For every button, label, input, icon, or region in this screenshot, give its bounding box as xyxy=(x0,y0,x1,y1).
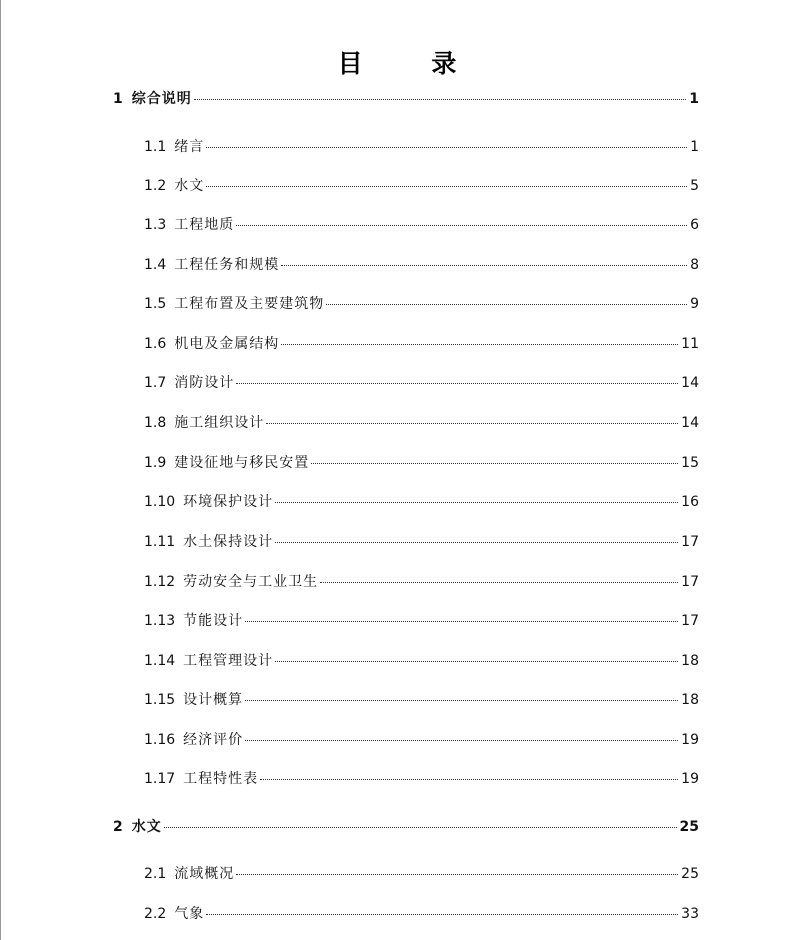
toc-entry-number: 1.4 xyxy=(144,257,167,273)
toc-entry-label: 水文 xyxy=(131,819,162,835)
toc-entry-label: 环境保护设计 xyxy=(183,494,274,510)
toc-entry-page: 25 xyxy=(681,866,699,882)
toc-dot-leader xyxy=(194,99,687,100)
toc-dot-leader xyxy=(281,344,678,345)
toc-entry-page: 14 xyxy=(681,415,699,431)
toc-entry-label: 施工组织设计 xyxy=(174,415,265,431)
toc-entry-1[interactable] xyxy=(113,89,699,109)
toc-entry-2[interactable] xyxy=(113,817,699,837)
toc-entry-label: 工程任务和规模 xyxy=(174,257,280,273)
toc-entry-number: 1.15 xyxy=(144,692,176,708)
toc-entry-page: 16 xyxy=(681,494,699,510)
toc-entry-page: 17 xyxy=(681,574,699,590)
toc-entry-number: 1.7 xyxy=(144,375,167,391)
toc-entry-label: 绪言 xyxy=(174,139,205,155)
toc-entry-page: 8 xyxy=(690,257,699,273)
toc-entry-1-4[interactable] xyxy=(144,255,699,275)
toc-dot-leader xyxy=(206,147,687,148)
toc-entry-label: 设计概算 xyxy=(183,692,244,708)
toc-entry-1-11[interactable] xyxy=(144,532,699,552)
toc-entry-number: 1.1 xyxy=(144,139,167,155)
toc-entry-label: 经济评价 xyxy=(183,732,244,748)
toc-entry-number: 2.1 xyxy=(144,866,167,882)
toc-dot-leader xyxy=(320,582,678,583)
toc-entry-page: 19 xyxy=(681,732,699,748)
toc-entry-1-17[interactable] xyxy=(144,769,699,789)
toc-entry-page: 15 xyxy=(681,455,699,471)
toc-dot-leader xyxy=(245,740,678,741)
toc-entry-1-9[interactable] xyxy=(144,453,699,473)
toc-entry-number: 1.6 xyxy=(144,336,167,352)
toc-entry-1-13[interactable] xyxy=(144,611,699,631)
toc-entry-label: 工程特性表 xyxy=(183,771,259,787)
toc-dot-leader xyxy=(260,779,678,780)
toc-entry-page: 11 xyxy=(681,336,699,352)
toc-entry-number: 1.12 xyxy=(144,574,176,590)
page-edge xyxy=(0,0,1,940)
toc-dot-leader xyxy=(281,265,687,266)
toc-entry-1-3[interactable] xyxy=(144,215,699,235)
toc-entry-label: 劳动安全与工业卫生 xyxy=(183,574,319,590)
toc-entry-page: 18 xyxy=(681,653,699,669)
toc-dot-leader xyxy=(245,700,678,701)
toc-entry-page: 17 xyxy=(681,534,699,550)
toc-entry-1-6[interactable] xyxy=(144,334,699,354)
toc-entry-number: 1.13 xyxy=(144,613,176,629)
toc-entry-page: 18 xyxy=(681,692,699,708)
toc-entry-label: 工程布置及主要建筑物 xyxy=(174,296,325,312)
toc-entry-1-16[interactable] xyxy=(144,730,699,750)
toc-entry-page: 25 xyxy=(679,819,699,835)
toc-entry-label: 气象 xyxy=(174,906,205,922)
toc-dot-leader xyxy=(266,423,678,424)
toc-entry-number: 1.9 xyxy=(144,455,167,471)
toc-dot-leader xyxy=(311,463,678,464)
toc-entry-1-8[interactable] xyxy=(144,413,699,433)
toc-entry-number: 1.17 xyxy=(144,771,176,787)
toc-entry-number: 2 xyxy=(113,819,123,835)
toc-entry-label: 综合说明 xyxy=(131,91,192,107)
toc-entry-number: 1.3 xyxy=(144,217,167,233)
toc-entry-page: 6 xyxy=(690,217,699,233)
toc-dot-leader xyxy=(236,225,687,226)
toc-entry-1-1[interactable] xyxy=(144,137,699,157)
toc-entry-label: 水土保持设计 xyxy=(183,534,274,550)
toc-entry-label: 工程地质 xyxy=(174,217,235,233)
toc-entry-label: 消防设计 xyxy=(174,375,235,391)
toc-dot-leader xyxy=(275,661,678,662)
toc-dot-leader xyxy=(275,502,678,503)
toc-entry-number: 1 xyxy=(113,91,123,107)
toc-entry-number: 1.5 xyxy=(144,296,167,312)
toc-entry-number: 1.11 xyxy=(144,534,176,550)
toc-entry-page: 17 xyxy=(681,613,699,629)
toc-entry-page: 14 xyxy=(681,375,699,391)
toc-entry-number: 1.14 xyxy=(144,653,176,669)
toc-entry-number: 1.10 xyxy=(144,494,176,510)
toc-entry-1-14[interactable] xyxy=(144,651,699,671)
toc-entry-page: 9 xyxy=(690,296,699,312)
toc-entry-label: 流域概况 xyxy=(174,866,235,882)
toc-entry-page: 5 xyxy=(690,178,699,194)
toc-dot-leader xyxy=(245,621,678,622)
toc-entry-label: 建设征地与移民安置 xyxy=(174,455,310,471)
toc-entry-number: 1.16 xyxy=(144,732,176,748)
toc-dot-leader xyxy=(206,914,678,915)
toc-entry-1-15[interactable] xyxy=(144,690,699,710)
toc-entry-label: 工程管理设计 xyxy=(183,653,274,669)
toc-entry-2-2[interactable] xyxy=(144,904,699,924)
toc-dot-leader xyxy=(206,186,687,187)
toc-entry-1-2[interactable] xyxy=(144,176,699,196)
toc-dot-leader xyxy=(236,874,678,875)
toc-entry-label: 水文 xyxy=(174,178,205,194)
toc-dot-leader xyxy=(164,827,677,828)
toc-entry-number: 1.2 xyxy=(144,178,167,194)
toc-entry-page: 1 xyxy=(690,139,699,155)
toc-entry-2-1[interactable] xyxy=(144,864,699,884)
toc-entry-1-7[interactable] xyxy=(144,373,699,393)
toc-dot-leader xyxy=(275,542,678,543)
toc-entry-number: 2.2 xyxy=(144,906,167,922)
toc-dot-leader xyxy=(326,304,687,305)
toc-entry-1-12[interactable] xyxy=(144,572,699,592)
toc-entry-number: 1.8 xyxy=(144,415,167,431)
toc-dot-leader xyxy=(236,383,678,384)
toc-entry-page: 1 xyxy=(689,91,699,107)
toc-entry-1-10[interactable] xyxy=(144,492,699,512)
toc-entry-page: 19 xyxy=(681,771,699,787)
toc-entry-1-5[interactable] xyxy=(144,294,699,314)
toc-entry-label: 节能设计 xyxy=(183,613,244,629)
toc-entry-label: 机电及金属结构 xyxy=(174,336,280,352)
toc-title: 目 录 xyxy=(337,49,487,78)
toc-entry-page: 33 xyxy=(681,906,699,922)
